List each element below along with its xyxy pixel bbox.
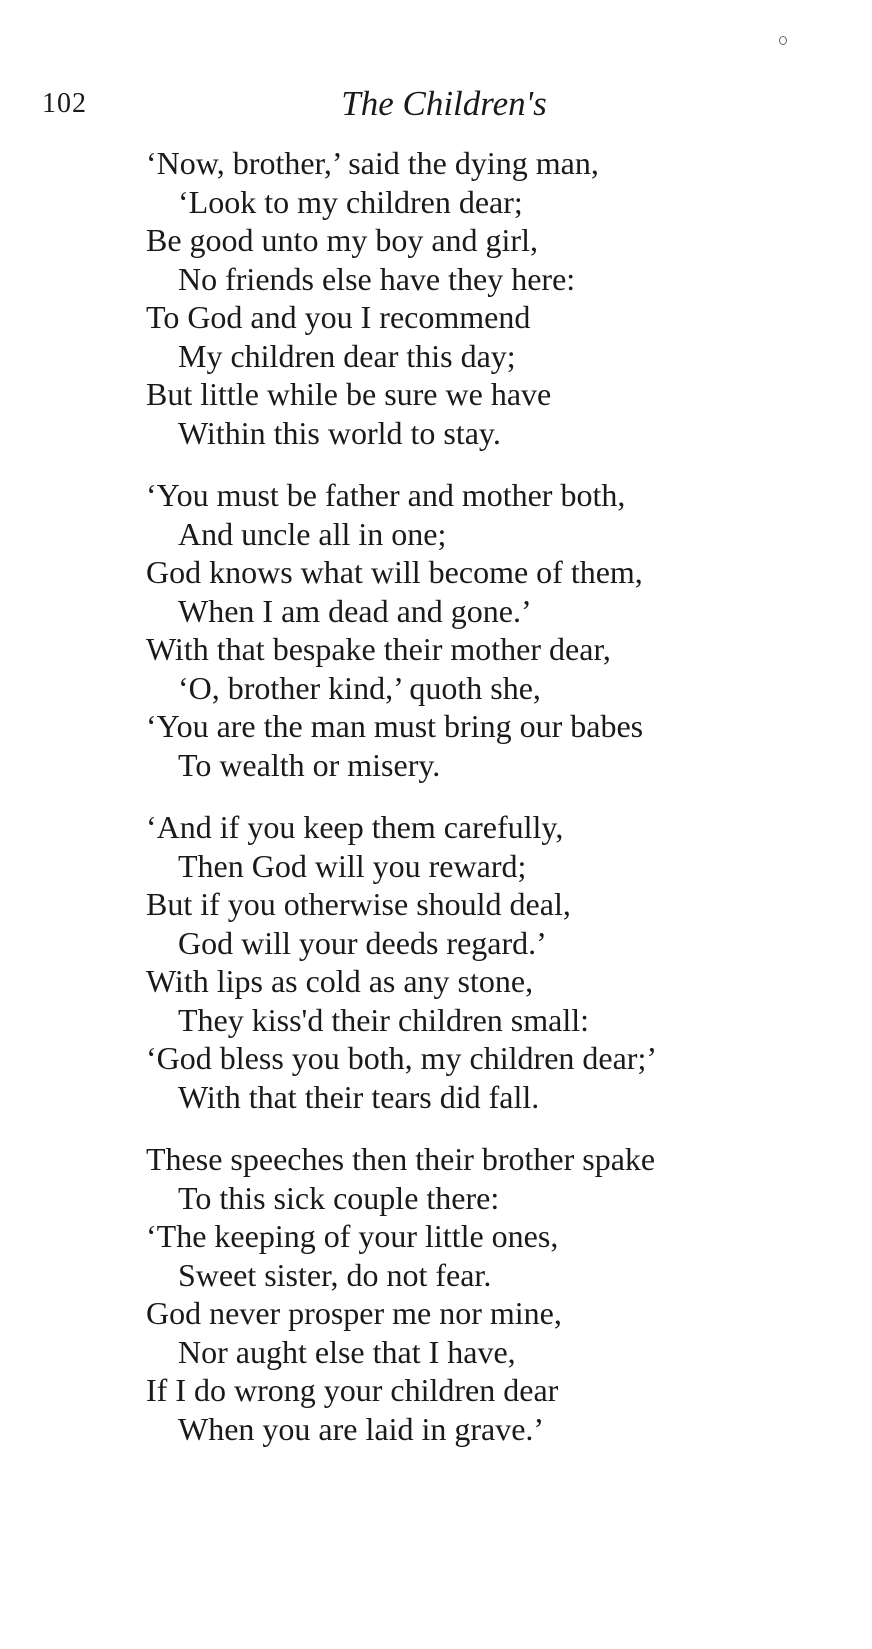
running-head: The Children's <box>341 84 547 123</box>
poem-line: God will your deeds regard.’ <box>178 924 547 961</box>
poem-body <box>146 144 846 1472</box>
poem-line: With that their tears did fall. <box>178 1078 540 1115</box>
poem-line: Within this world to stay. <box>178 414 501 451</box>
poem-line: ‘You must be father and mother both, <box>146 477 626 513</box>
poem-line: ‘Now, brother,’ said the dying man, <box>146 145 599 181</box>
stanza-4 <box>146 1140 846 1448</box>
poem-line: Be good unto my boy and girl, <box>146 222 538 258</box>
poem-line: These speeches then their brother spake <box>146 1141 656 1177</box>
poem-line: My children dear this day; <box>178 337 516 374</box>
print-speck-mark <box>779 36 787 45</box>
poem-line: No friends else have they here: <box>178 260 576 297</box>
poem-line: But little while be sure we have <box>146 376 552 412</box>
poem-line: To wealth or misery. <box>178 746 441 783</box>
poem-line: When you are laid in grave.’ <box>178 1410 545 1447</box>
poem-line: ‘And if you keep them carefully, <box>146 809 564 845</box>
poem-line: They kiss'd their children small: <box>178 1001 590 1038</box>
page-number: 102 <box>42 88 87 119</box>
stanza-2 <box>146 476 846 784</box>
poem-line: ‘The keeping of your little ones, <box>146 1218 559 1254</box>
poem-line: If I do wrong your children dear <box>146 1372 559 1408</box>
poem-line: Sweet sister, do not fear. <box>178 1256 492 1293</box>
poem-line: With lips as cold as any stone, <box>146 963 534 999</box>
poem-line: God never prosper me nor mine, <box>146 1295 562 1331</box>
stanza-3 <box>146 808 846 1116</box>
poem-line: God knows what will become of them, <box>146 554 643 590</box>
poem-line: But if you otherwise should deal, <box>146 886 571 922</box>
poem-line: To God and you I recommend <box>146 299 531 335</box>
poem-line: With that bespake their mother dear, <box>146 631 611 667</box>
poem-line: When I am dead and gone.’ <box>178 592 532 629</box>
poem-line: ‘You are the man must bring our babes <box>146 708 644 744</box>
stanza-1 <box>146 144 846 452</box>
poem-line: To this sick couple there: <box>178 1179 500 1216</box>
poem-line: ‘O, brother kind,’ quoth she, <box>178 669 541 706</box>
poem-line: And uncle all in one; <box>178 515 447 552</box>
poem-line: Then God will you reward; <box>178 847 527 884</box>
poem-line: Nor aught else that I have, <box>178 1333 516 1370</box>
poem-line: ‘Look to my children dear; <box>178 183 523 220</box>
poem-line: ‘God bless you both, my children dear;’ <box>146 1040 657 1076</box>
